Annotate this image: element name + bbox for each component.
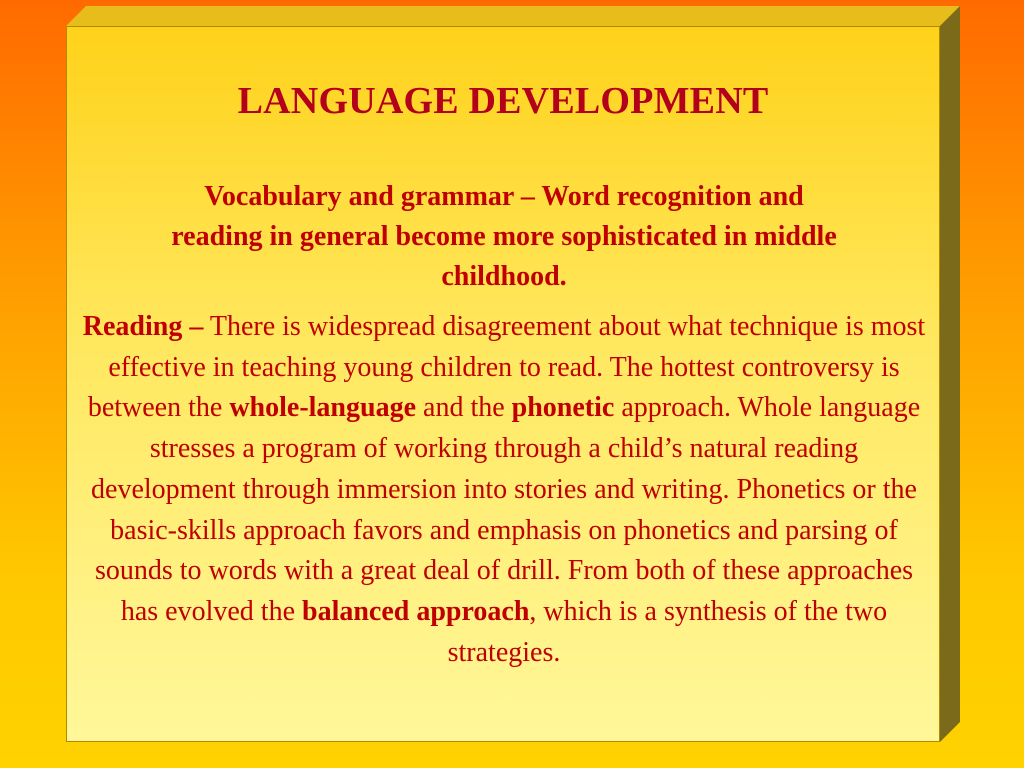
term-balanced-approach: balanced approach — [302, 595, 530, 627]
reading-text-1: There is widespread disagreement about what technique is most effective in teaching young children to read. The hottest controversy is between the — [87, 311, 926, 424]
term-whole-language: whole-language — [229, 392, 417, 424]
reading-text-2: and the — [416, 392, 512, 424]
paragraph-vocabulary — [75, 177, 933, 297]
paragraph-vocabulary-line-3: childhood. — [441, 261, 567, 292]
slide-title: LANGUAGE DEVELOPMENT — [237, 80, 769, 122]
slide-content-box — [66, 26, 940, 742]
reading-text-3: approach. Whole language stresses a program of working through a child’s natural reading development through immersion into stories and writing. Phonetics or the basic-skills approach favors and emphasis on phonetics and parsing of sounds to words with a great deal of drill. From both of these approaches has evolved the — [91, 392, 921, 627]
paragraph-vocabulary-line-1: Vocabulary and grammar – Word recognition and — [204, 181, 804, 212]
reading-text-4: , which is a synthesis of the two strategies. — [447, 595, 888, 668]
term-phonetic: phonetic — [511, 392, 615, 424]
box-side-bevel — [940, 6, 960, 742]
slide-body — [75, 177, 933, 673]
paragraph-vocabulary-line-2: reading in general become more sophisticated in middle — [171, 221, 837, 252]
box-top-bevel — [66, 6, 960, 26]
reading-lead: Reading – — [82, 311, 204, 342]
paragraph-reading — [75, 307, 933, 673]
